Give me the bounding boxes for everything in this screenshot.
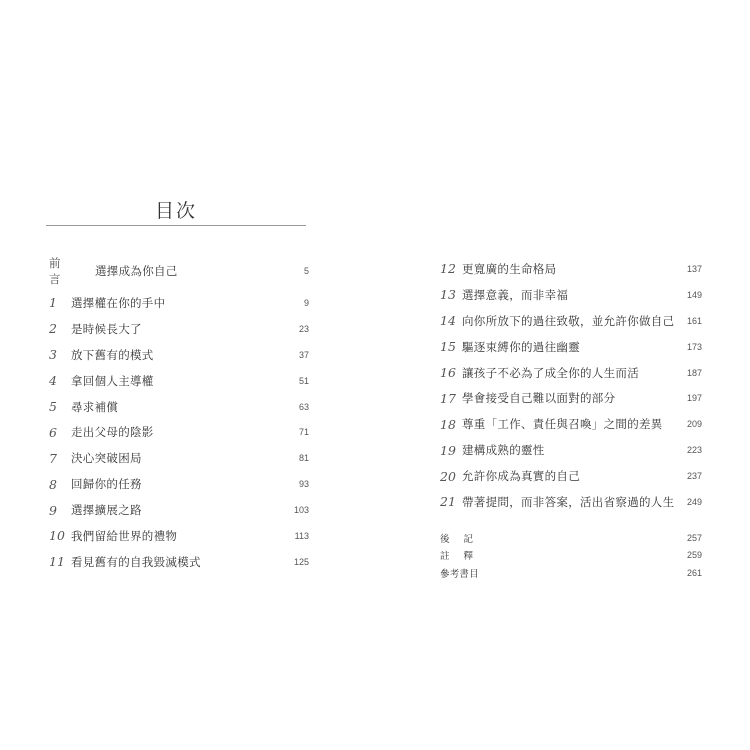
backmatter-page: 261	[686, 567, 702, 578]
preface-title: 選擇成為你自己	[95, 264, 178, 278]
toc-entry-chapter[interactable]	[440, 360, 702, 386]
chapter-number: 21	[440, 494, 456, 510]
chapter-page: 63	[298, 401, 309, 412]
chapter-number: 14	[440, 313, 456, 329]
chapter-title: 建構成熟的靈性	[462, 443, 545, 458]
chapter-number: 5	[49, 399, 57, 414]
chapter-title: 帶著提問，而非答案，活出省察過的人生	[462, 494, 675, 509]
chapter-number: 1	[49, 295, 57, 311]
chapter-page: 237	[686, 471, 702, 482]
chapter-page: 197	[686, 393, 702, 404]
chapter-title: 決心突破困局	[71, 451, 142, 466]
toc-entry-chapter[interactable]	[49, 471, 309, 497]
toc-left-column	[49, 256, 309, 575]
chapter-page: 113	[294, 530, 309, 541]
toc-entry-chapter[interactable]	[440, 489, 702, 515]
backmatter-title: 後記	[440, 533, 488, 545]
toc-entry-chapter[interactable]	[49, 523, 309, 549]
chapter-title: 向你所放下的過往致敬，並允許你做自己	[462, 313, 675, 328]
chapter-title: 走出父母的陰影	[71, 425, 154, 440]
chapter-number: 20	[440, 468, 456, 484]
chapter-number: 9	[49, 502, 57, 518]
chapter-title: 更寬廣的生命格局	[462, 261, 557, 276]
toc-right-column	[440, 256, 702, 581]
toc-entry-chapter[interactable]	[49, 497, 309, 523]
chapter-page: 249	[686, 496, 702, 507]
backmatter-title: 註釋	[440, 551, 488, 563]
chapter-number: 18	[440, 416, 456, 432]
chapter-page: 81	[298, 453, 309, 464]
toc-entry-backmatter[interactable]	[440, 529, 702, 547]
preface-page: 5	[303, 266, 309, 276]
toc-entry-backmatter[interactable]	[440, 546, 702, 564]
chapter-page: 23	[298, 323, 309, 334]
backmatter-page: 257	[686, 532, 702, 543]
preface-lead: 前言	[49, 256, 75, 286]
toc-entry-chapter[interactable]	[49, 316, 309, 342]
chapter-page: 187	[686, 367, 702, 378]
chapter-title: 放下舊有的模式	[71, 347, 154, 362]
toc-entry-chapter[interactable]	[49, 342, 309, 368]
chapter-number: 7	[49, 450, 57, 466]
chapter-page: 71	[298, 427, 309, 438]
chapter-number: 2	[49, 321, 57, 337]
chapter-title: 學會接受自己難以面對的部分	[462, 391, 616, 406]
chapter-page: 149	[686, 289, 702, 300]
toc-entry-chapter[interactable]	[440, 463, 702, 489]
chapter-title: 看見舊有的自我毀滅模式	[71, 554, 201, 569]
toc-entry-chapter[interactable]	[440, 411, 702, 437]
chapter-title: 回歸你的任務	[71, 477, 142, 492]
chapter-page: 9	[303, 297, 309, 308]
toc-entry-chapter[interactable]	[49, 419, 309, 445]
toc-entry-chapter[interactable]	[49, 368, 309, 394]
toc-entry-chapter[interactable]	[440, 334, 702, 360]
toc-entry-chapter[interactable]	[440, 282, 702, 308]
toc-entry-chapter[interactable]	[440, 256, 702, 282]
chapter-page: 93	[298, 479, 309, 490]
toc-entry-chapter[interactable]	[49, 394, 309, 420]
chapter-title: 選擇權在你的手中	[71, 295, 166, 310]
chapter-number: 19	[440, 442, 456, 458]
chapter-title: 允許你成為真實的自己	[462, 469, 580, 484]
chapter-page: 137	[686, 263, 702, 274]
chapter-number: 12	[440, 261, 456, 277]
chapter-page: 125	[293, 556, 309, 567]
chapter-page: 223	[686, 445, 702, 456]
heading-rule	[46, 225, 306, 226]
chapter-number: 16	[440, 365, 456, 380]
chapter-title: 是時候長大了	[71, 321, 142, 336]
backmatter-page: 259	[686, 550, 702, 561]
chapter-page: 209	[686, 419, 702, 430]
chapter-number: 15	[440, 339, 456, 355]
chapter-page: 161	[686, 315, 702, 326]
toc-entry-chapter[interactable]	[440, 385, 702, 411]
chapter-number: 11	[49, 554, 65, 570]
chapter-page: 103	[293, 505, 309, 516]
toc-entry-chapter[interactable]	[49, 290, 309, 316]
backmatter-title: 參考書目	[440, 568, 479, 580]
chapter-number: 3	[49, 347, 57, 363]
chapter-title: 驅逐束縛你的過往幽靈	[462, 339, 580, 354]
toc-entry-backmatter[interactable]	[440, 564, 702, 582]
chapter-number: 6	[49, 424, 57, 440]
toc-heading: 目次	[154, 200, 197, 222]
toc-entry-chapter[interactable]	[49, 549, 309, 575]
chapter-title: 選擇意義，而非幸福	[462, 287, 569, 302]
chapter-number: 13	[440, 287, 456, 303]
chapter-title: 選擇擴展之路	[71, 503, 142, 518]
chapter-number: 8	[49, 476, 57, 492]
toc-entry-chapter[interactable]	[49, 445, 309, 471]
chapter-title: 拿回個人主導權	[71, 373, 154, 388]
chapter-title: 尋求補償	[71, 399, 119, 414]
toc-entry-preface[interactable]	[49, 256, 309, 286]
toc-entry-chapter[interactable]	[440, 437, 702, 463]
chapter-number: 10	[49, 528, 65, 544]
chapter-number: 17	[440, 390, 456, 406]
chapter-title: 讓孩子不必為了成全你的人生而活	[462, 365, 639, 380]
chapter-page: 37	[298, 349, 309, 360]
chapter-title: 我們留給世界的禮物	[71, 528, 178, 543]
chapter-page: 173	[686, 341, 702, 352]
chapter-page: 51	[298, 375, 309, 386]
chapter-number: 4	[49, 373, 57, 389]
toc-entry-chapter[interactable]	[440, 308, 702, 334]
chapter-title: 尊重「工作、責任與召喚」之間的差異	[462, 417, 663, 432]
